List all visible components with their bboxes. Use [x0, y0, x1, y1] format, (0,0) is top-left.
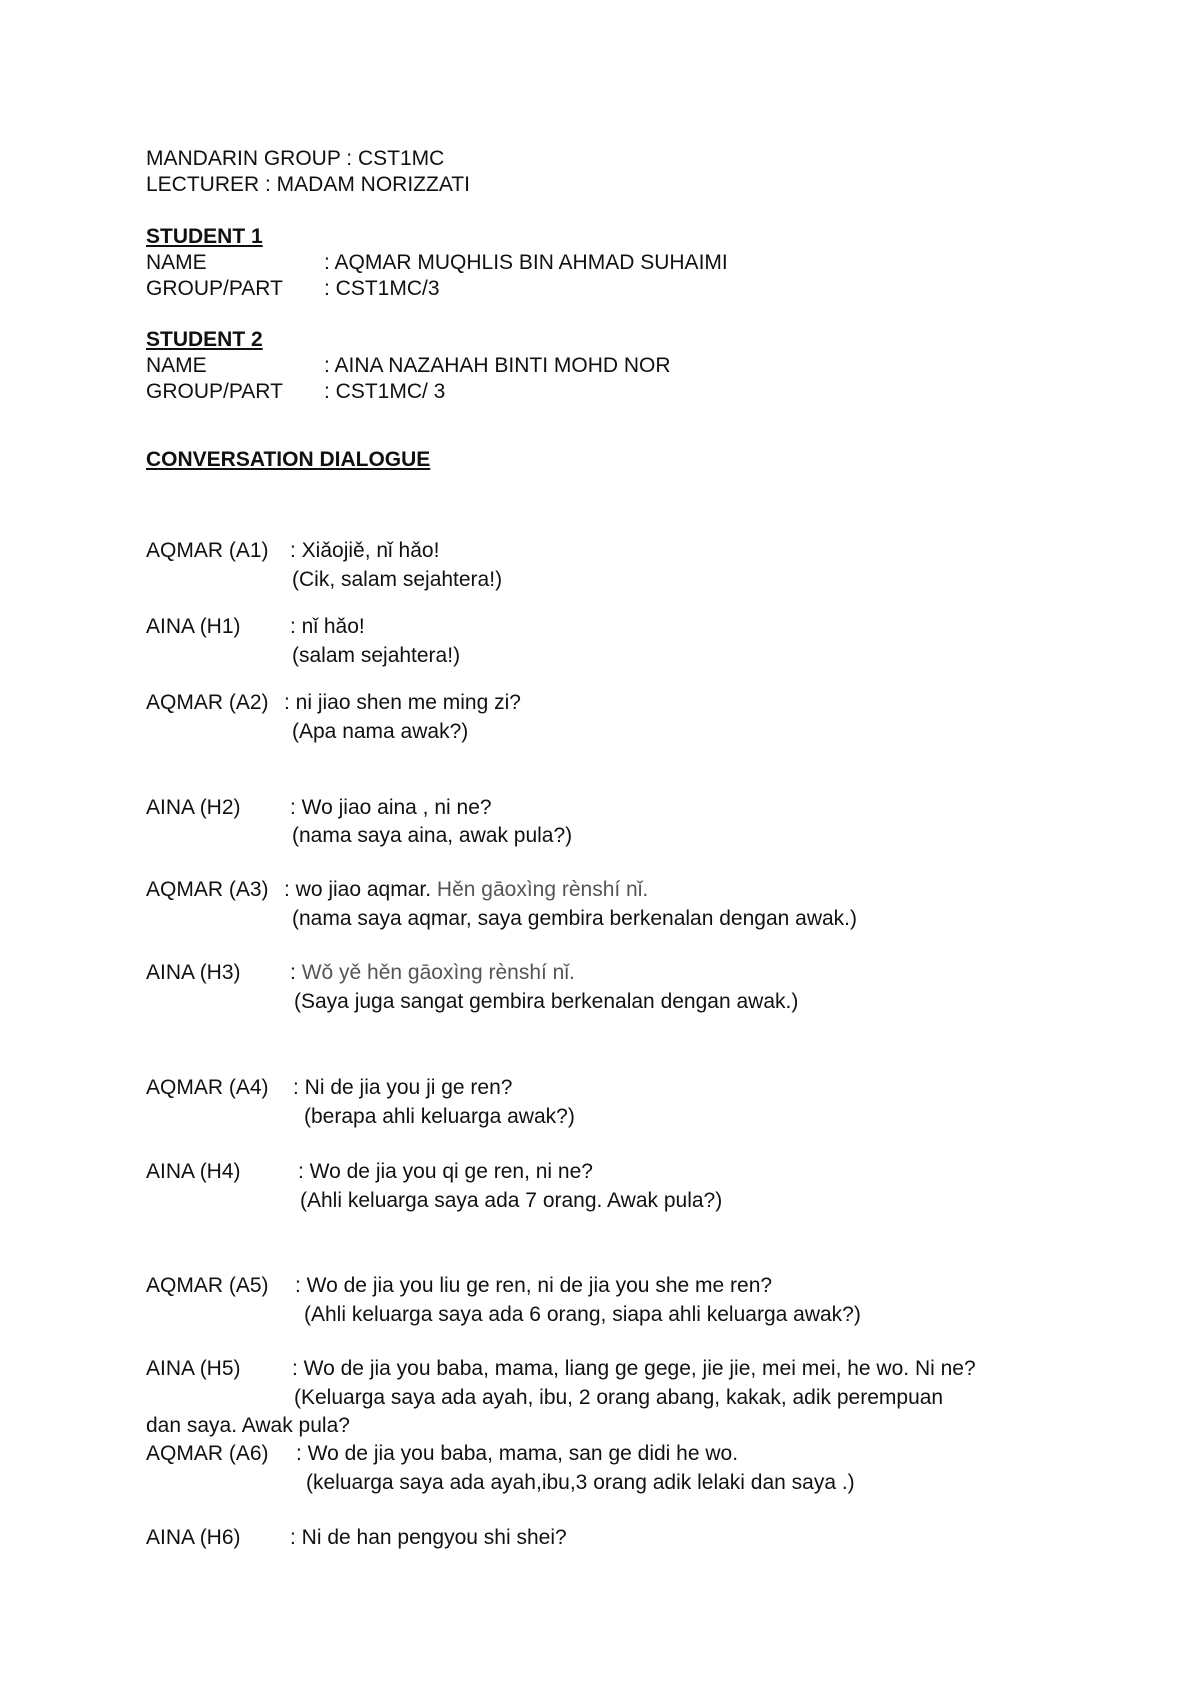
line-h3 — [290, 960, 575, 986]
lecturer-line: LECTURER : MADAM NORIZZATI — [146, 173, 470, 196]
speaker-h5: AINA (H5) — [146, 1357, 241, 1380]
translation-a4: (berapa ahli keluarga awak?) — [304, 1105, 575, 1128]
line-h6: : Ni de han pengyou shi shei? — [290, 1526, 567, 1549]
line-a3-romanised: : wo jiao aqmar. — [284, 878, 432, 901]
student-2-group-label: GROUP/PART — [146, 380, 283, 403]
speaker-h6: AINA (H6) — [146, 1526, 241, 1549]
student-1-group-value: : CST1MC/3 — [324, 277, 440, 300]
line-h5: : Wo de jia you baba, mama, liang ge gege, jie jie, mei mei, he wo. Ni ne? — [292, 1357, 976, 1380]
student-2-group-value: : CST1MC/ 3 — [324, 380, 446, 403]
line-h3-pinyin: Wǒ yě hěn gāoxìng rènshí nǐ. — [301, 961, 575, 984]
speaker-h4: AINA (H4) — [146, 1160, 241, 1183]
speaker-a1: AQMAR (A1) — [146, 539, 269, 562]
student-1-heading: STUDENT 1 — [146, 225, 263, 248]
translation-a3: (nama saya aqmar, saya gembira berkenalan dengan awak.) — [292, 907, 857, 930]
student-1-name-value: : AQMAR MUQHLIS BIN AHMAD SUHAIMI — [324, 251, 728, 274]
translation-h1: (salam sejahtera!) — [292, 644, 461, 667]
line-h4: : Wo de jia you qi ge ren, ni ne? — [298, 1160, 593, 1183]
translation-a6: (keluarga saya ada ayah,ibu,3 orang adik lelaki dan saya .) — [306, 1471, 855, 1494]
line-a2: : ni jiao shen me ming zi? — [284, 691, 521, 714]
translation-h5-continued: dan saya. Awak pula? — [146, 1414, 350, 1437]
student-2-name-label: NAME — [146, 354, 207, 377]
speaker-a5: AQMAR (A5) — [146, 1274, 269, 1297]
student-2-heading: STUDENT 2 — [146, 328, 263, 351]
line-h1: : nǐ hǎo! — [290, 615, 365, 638]
speaker-h1: AINA (H1) — [146, 615, 241, 638]
line-a6: : Wo de jia you baba, mama, san ge didi he wo. — [296, 1442, 739, 1465]
speaker-a2: AQMAR (A2) — [146, 691, 269, 714]
translation-a5: (Ahli keluarga saya ada 6 orang, siapa ahli keluarga awak?) — [304, 1303, 861, 1326]
group-line: MANDARIN GROUP : CST1MC — [146, 147, 445, 170]
translation-h3: (Saya juga sangat gembira berkenalan dengan awak.) — [294, 990, 799, 1013]
line-h2: : Wo jiao aina , ni ne? — [290, 796, 492, 819]
student-1-group-label: GROUP/PART — [146, 277, 283, 300]
line-a4: : Ni de jia you ji ge ren? — [293, 1076, 513, 1099]
line-a5: : Wo de jia you liu ge ren, ni de jia you she me ren? — [295, 1274, 773, 1297]
speaker-h2: AINA (H2) — [146, 796, 241, 819]
dialogue-heading: CONVERSATION DIALOGUE — [146, 448, 431, 471]
speaker-a3: AQMAR (A3) — [146, 878, 269, 901]
speaker-h3: AINA (H3) — [146, 961, 241, 984]
speaker-a4: AQMAR (A4) — [146, 1076, 269, 1099]
line-a3 — [284, 877, 648, 903]
line-h3-colon: : — [290, 961, 296, 984]
translation-h4: (Ahli keluarga saya ada 7 orang. Awak pula?) — [300, 1189, 723, 1212]
translation-a1: (Cik, salam sejahtera!) — [292, 568, 503, 591]
translation-h2: (nama saya aina, awak pula?) — [292, 824, 573, 847]
translation-h5: (Keluarga saya ada ayah, ibu, 2 orang abang, kakak, adik perempuan — [294, 1386, 944, 1409]
line-a1: : Xiǎojiě, nǐ hǎo! — [290, 539, 440, 562]
translation-a2: (Apa nama awak?) — [292, 720, 469, 743]
line-a3-pinyin: Hěn gāoxìng rènshí nǐ. — [436, 878, 649, 901]
speaker-a6: AQMAR (A6) — [146, 1442, 269, 1465]
student-2-name-value: : AINA NAZAHAH BINTI MOHD NOR — [324, 354, 671, 377]
student-1-name-label: NAME — [146, 251, 207, 274]
